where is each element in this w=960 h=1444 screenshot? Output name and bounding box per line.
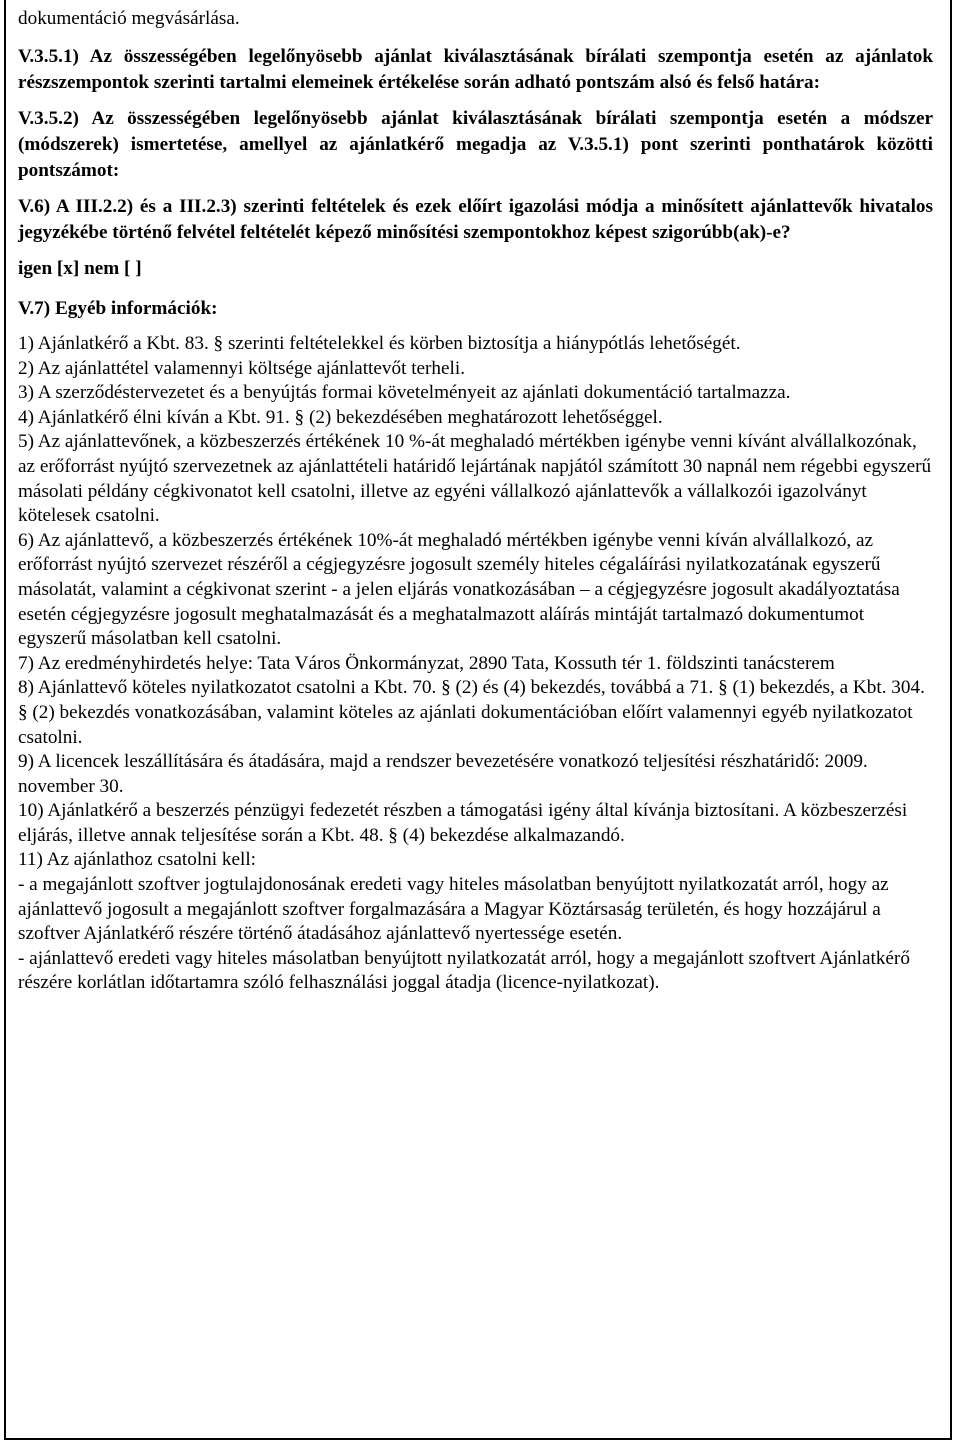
- list-item: 3) A szerződéstervezetet és a benyújtás formai követelményeit az ajánlati dokumentáció tartalmazza.: [18, 382, 791, 404]
- intro-fragment: dokumentáció megvásárlása.: [18, 8, 240, 29]
- list-item: 11) Az ajánlathoz csatolni kell:: [18, 849, 256, 871]
- section-v7-title: V.7) Egyéb információk:: [18, 298, 218, 319]
- section-v351: V.3.5.1) Az összességében legelőnyösebb ajánlat kiválasztásának bírálati szempontja esetén az ajánlatok részszempontok szerinti tartalmi elemeinek értékelése során adható pontszám alsó és felső határa:: [18, 46, 933, 93]
- section-v6-answer: igen [x] nem [ ]: [18, 258, 142, 279]
- section-v6: V.6) A III.2.2) és a III.2.3) szerinti feltételek és ezek előírt igazolási módja a minősített ajánlattevők hivatalos jegyzékébe történő felvétel feltételét képező minősítési szempontokhoz képest szigorúbb(ak)-e?: [18, 196, 933, 243]
- list-item: 6) Az ajánlattevő, a közbeszerzés értékének 10%-át meghaladó mértékben igénybe venni kíván alvállalkozó, az erőforrást nyújtó szervezet részéről a cégjegyzésre jogosult személy hiteles cégaláírási nyilatkozatának egyszerű másolatát, valamint a cégkivonat szerint - a jelen eljárás vonatkozásában – a cégjegyzésre jogosult akadályoztatása esetén cégjegyzésre jogosult meghatalmazását és a meghatalmazott aláírás mintáját tartalmazó dokumentumot egyszerű másolatban kell csatolni.: [18, 529, 900, 650]
- list-item: 4) Ajánlatkérő élni kíván a Kbt. 91. § (2) bekezdésében meghatározott lehetőséggel.: [18, 406, 663, 428]
- document-content: [18, 6, 933, 996]
- list-item: 1) Ajánlatkérő a Kbt. 83. § szerinti feltételekkel és körben biztosítja a hiánypótlás lehetőségét.: [18, 333, 741, 354]
- other-information-list: [18, 332, 933, 996]
- list-item: 9) A licencek leszállítására és átadására, majd a rendszer bevezetésére vonatkozó teljesítési részhatáridő: 2009. november 30.: [18, 751, 868, 797]
- list-item: 2) Az ajánlattétel valamennyi költsége ajánlattevőt terheli.: [18, 357, 465, 379]
- list-item: 5) Az ajánlattevőnek, a közbeszerzés értékének 10 %-át meghaladó mértékben igénybe venni kívánt alvállalkozónak, az erőforrást nyújtó szervezetnek az ajánlattételi határidő lejártának napjától számított 30 napnál nem régebbi egyszerű másolati példány cégkivonatot kell csatolni, illetve az egyéni vállalkozó ajánlattevők a vállalkozói igazolványt kötelesek csatolni.: [18, 431, 932, 527]
- section-v352: V.3.5.2) Az összességében legelőnyösebb ajánlat kiválasztásának bírálati szempontja esetén a módszer (módszerek) ismertetése, amellyel az ajánlatkérő megadja az V.3.5.1) pont szerinti ponthatárok közötti pontszámot:: [18, 108, 933, 181]
- list-item: 10) Ajánlatkérő a beszerzés pénzügyi fedezetét részben a támogatási igény által kívánja biztosítani. A közbeszerzési eljárás, illetve annak teljesítése során a Kbt. 48. § (4) bekezdése alkalmazandó.: [18, 800, 908, 846]
- list-item: 8) Ajánlattevő köteles nyilatkozatot csatolni a Kbt. 70. § (2) és (4) bekezdés, továbbá a 71. § (1) bekezdés, a Kbt. 304. § (2) bekezdés vonatkozásában, valamint köteles az ajánlati dokumentációban előírt valamennyi egyéb nyilatkozatot csatolni.: [18, 677, 925, 748]
- list-item: 7) Az eredményhirdetés helye: Tata Város Önkormányzat, 2890 Tata, Kossuth tér 1. földszinti tanácsterem: [18, 652, 835, 674]
- list-item: - ajánlattevő eredeti vagy hiteles másolatban benyújtott nyilatkozatát arról, hogy a megajánlott szoftvert Ajánlatkérő részére korlátlan időtartamra szóló felhasználási joggal átadja (licence-nyilatkozat).: [18, 947, 910, 994]
- list-item: - a megajánlott szoftver jogtulajdonosának eredeti vagy hiteles másolatban benyújtott nyilatkozatát arról, hogy az ajánlattevő jogosult a megajánlott szoftver forgalmazására a Magyar Köztársaság területén, és hogy hozzájárul a szoftver Ajánlatkérő részére történő átadásához ajánlattevő nyertessége esetén.: [18, 874, 889, 945]
